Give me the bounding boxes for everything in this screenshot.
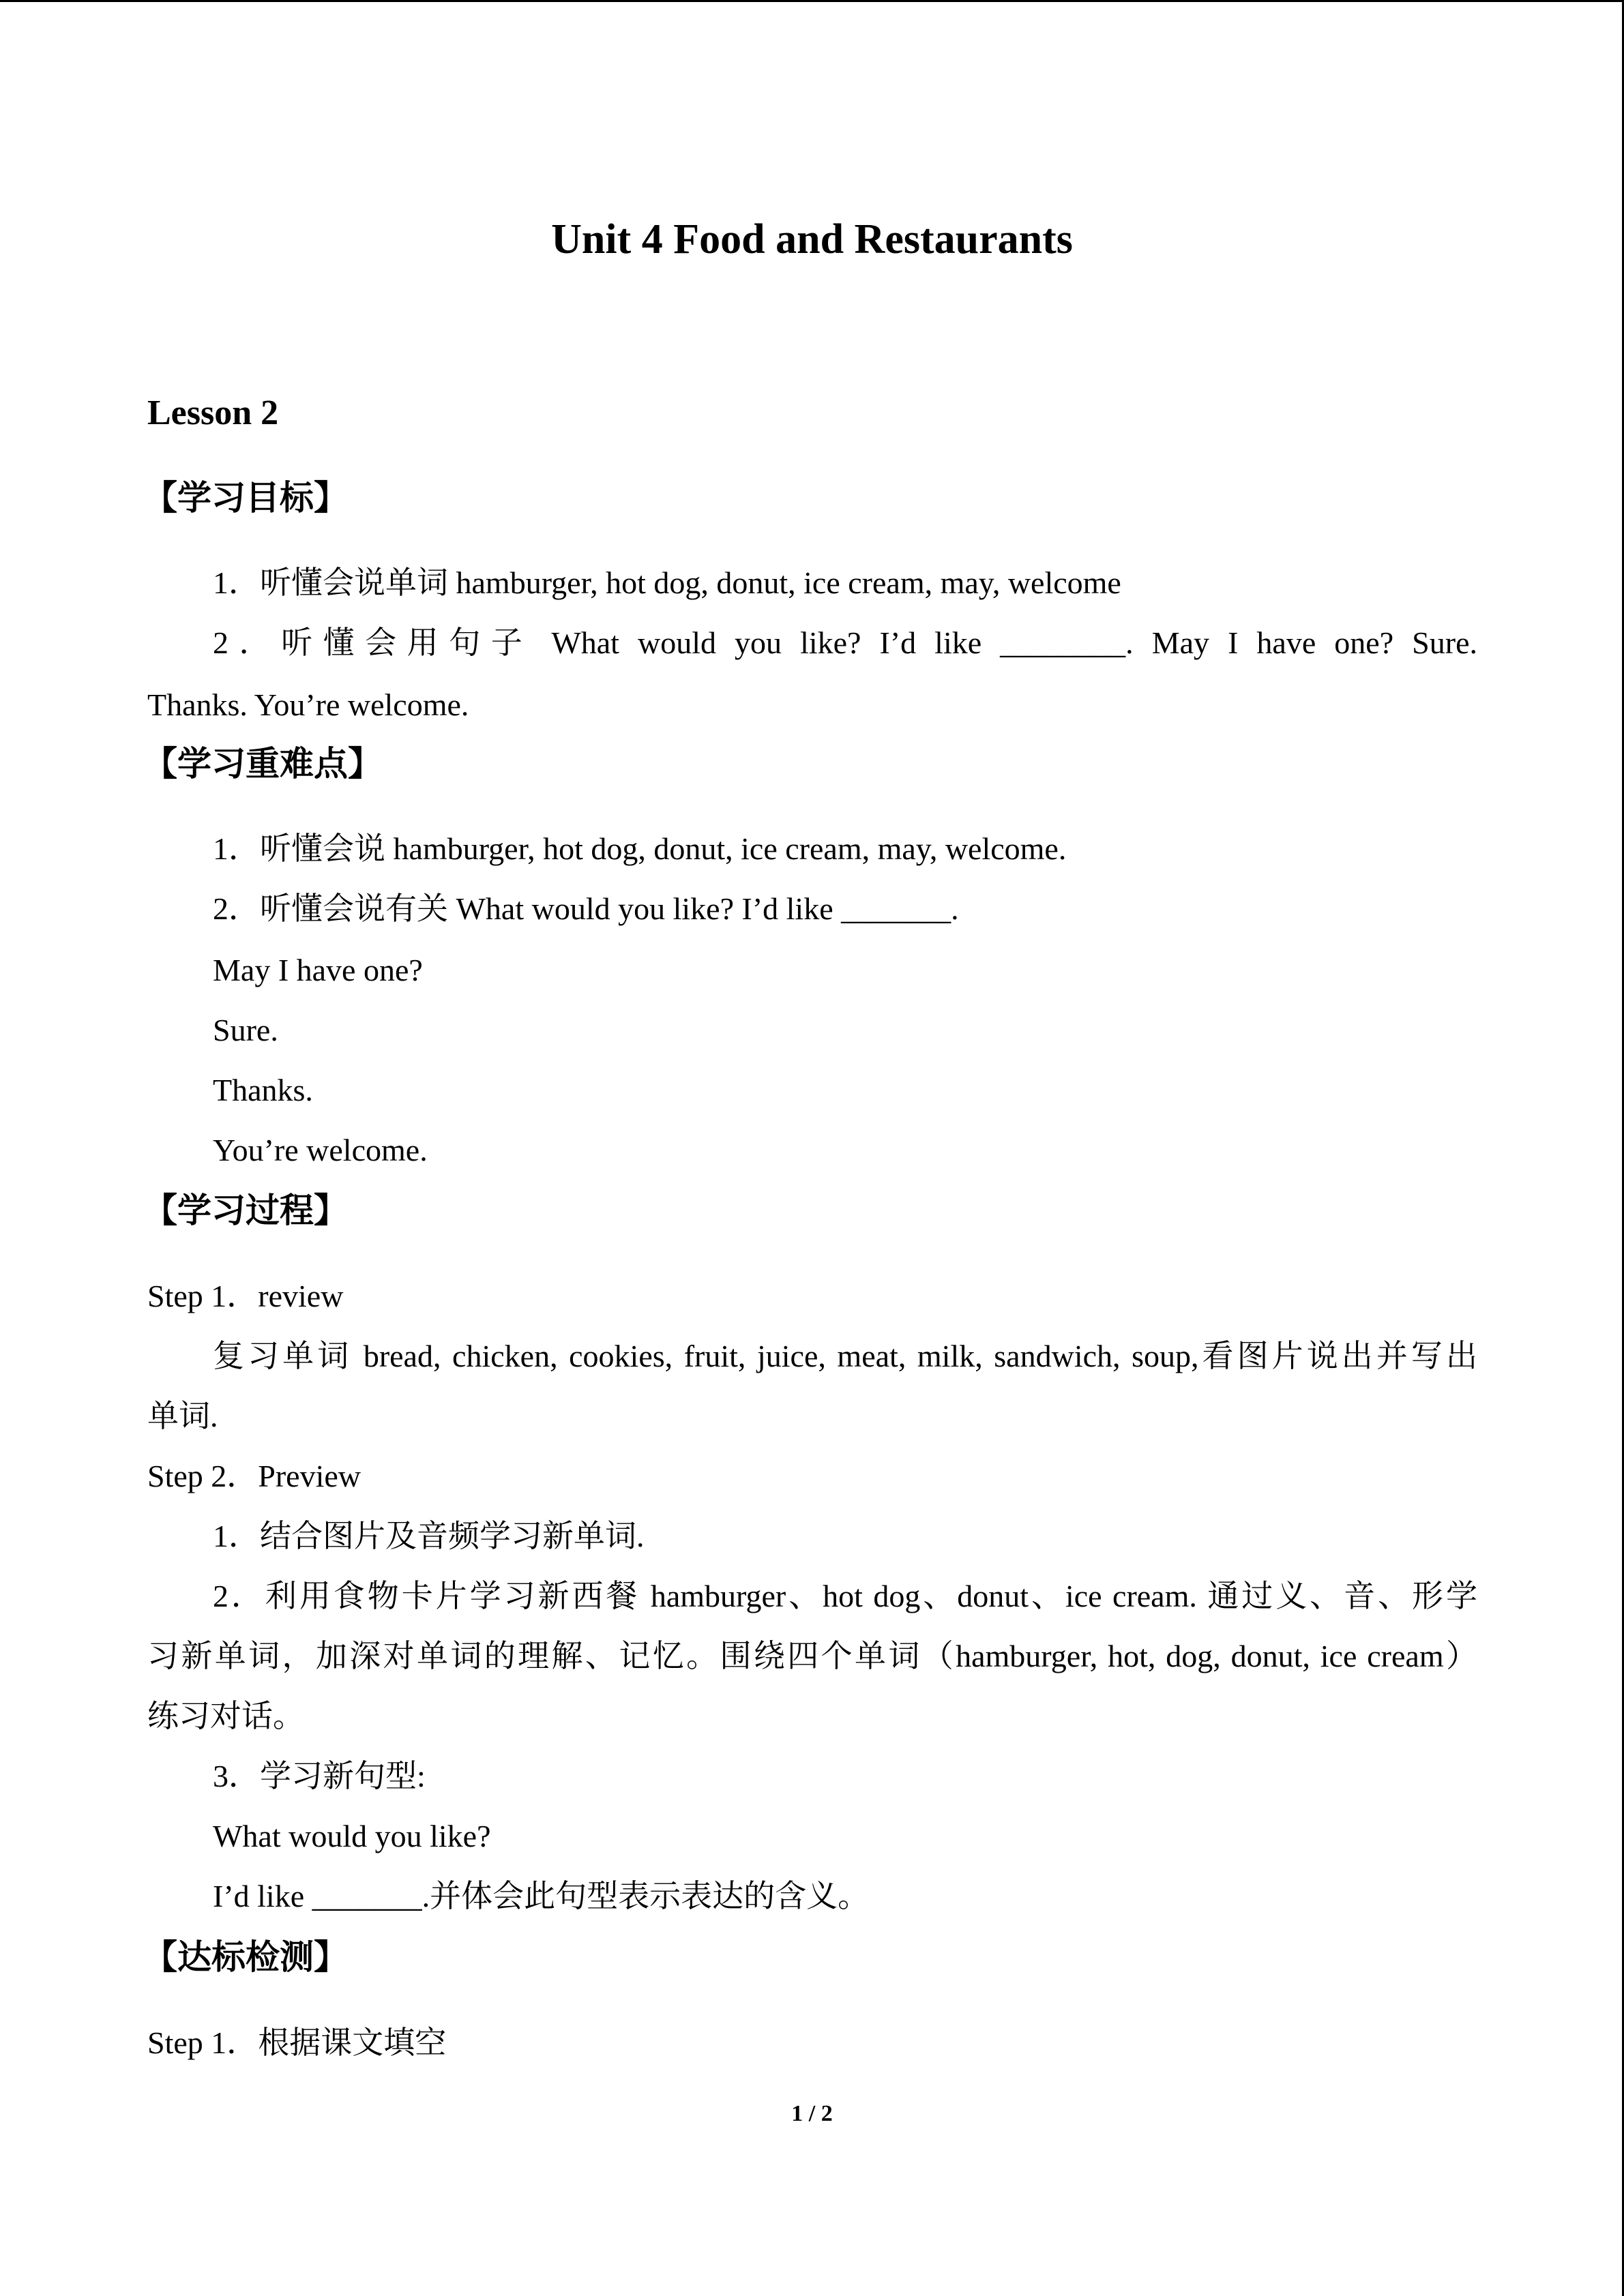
key-point-sentence-welcome: You’re welcome. (213, 1133, 428, 1167)
section-learning-goals-heading: 【学习目标】 (143, 478, 348, 518)
lesson-heading: Lesson 2 (147, 393, 279, 432)
assessment-step-1: Step 1．根据课文填空 (147, 2025, 447, 2060)
page-number: 1 / 2 (791, 2101, 833, 2126)
goal-item-2-line-2: Thanks. You’re welcome. (147, 687, 469, 722)
section-learning-process-heading: 【学习过程】 (143, 1191, 348, 1230)
process-step-2-label: Step 2．Preview (147, 1459, 361, 1493)
goal-item-1: 1．听懂会说单词 hamburger, hot dog, donut, ice cream, may, welcome (213, 565, 1121, 600)
process-sentence-2: I’d like _______.并体会此句型表示表达的含义。 (213, 1879, 870, 1913)
process-item-2-line-2: 习新单词，加深对单词的理解、记忆。围绕四个单词（hamburger, hot, dog, donut, ice cream） (147, 1639, 1477, 1673)
process-step-1-text-line-1: 复习单词 bread, chicken, cookies, fruit, juice, meat, milk, sandwich, soup,看图片说出并写出 (213, 1339, 1477, 1373)
process-sentence-1: What would you like? (213, 1819, 491, 1853)
goal-item-2-line-1: 2．听懂会用句子 What would you like? I’d like ________. May I have one? Sure. (213, 625, 1477, 660)
process-item-1: 1．结合图片及音频学习新单词. (213, 1519, 645, 1553)
document-title: Unit 4 Food and Restaurants (551, 216, 1073, 263)
process-step-1-label: Step 1．review (147, 1279, 344, 1313)
key-point-sentence-sure: Sure. (213, 1013, 278, 1047)
process-item-2-line-3: 练习对话。 (147, 1699, 304, 1733)
key-point-item-1: 1．听懂会说 hamburger, hot dog, donut, ice cream, may, welcome. (213, 831, 1067, 866)
key-point-item-2: 2．听懂会说有关 What would you like? I’d like _______. (213, 891, 959, 926)
section-key-points-heading: 【学习重难点】 (143, 744, 382, 784)
key-point-sentence-thanks: Thanks. (213, 1073, 313, 1107)
process-item-2-line-1: 2．利用食物卡片学习新西餐 hamburger、hot dog、donut、ice cream. 通过义、音、形学 (213, 1579, 1477, 1613)
process-step-1-text-line-2: 单词. (147, 1399, 218, 1433)
section-assessment-heading: 【达标检测】 (143, 1937, 348, 1977)
page-border-top (0, 0, 1624, 2)
process-item-3: 3．学习新句型: (213, 1759, 426, 1793)
key-point-sentence-may: May I have one? (213, 953, 423, 987)
